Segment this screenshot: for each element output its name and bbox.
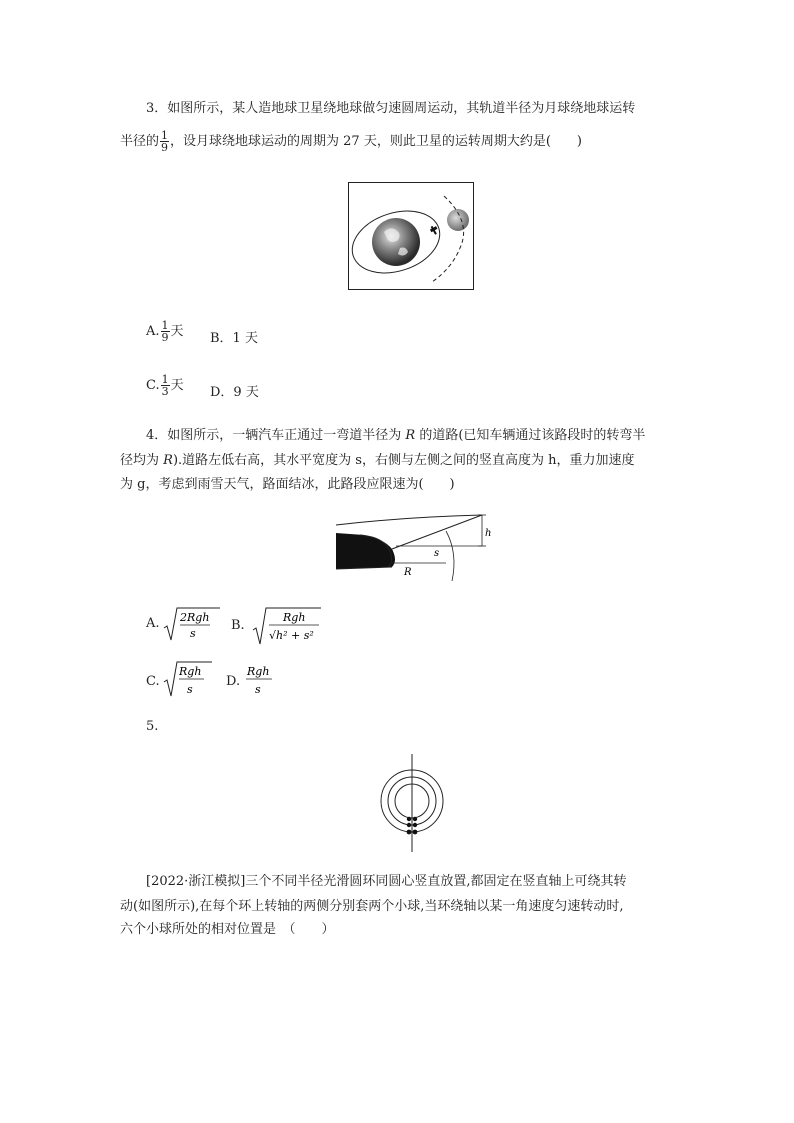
q4-option-c-sqrt bbox=[162, 660, 218, 700]
q4-option-b-num: Rgh bbox=[283, 611, 306, 624]
q3-option-c-den: 3 bbox=[161, 385, 169, 398]
q4-option-a-label: A. bbox=[146, 616, 160, 631]
road-slope-line bbox=[392, 515, 482, 549]
q3-option-a-den: 9 bbox=[161, 331, 169, 344]
q4-option-b-den: √h² + s² bbox=[269, 629, 314, 642]
q3-option-c-unit: 天 bbox=[170, 378, 184, 393]
q5-rings-figure bbox=[372, 752, 452, 854]
q4-option-c-label: C. bbox=[146, 674, 160, 689]
ball-inner-right bbox=[413, 817, 417, 821]
q3-frac-num: 1 bbox=[161, 129, 169, 142]
label-h: h bbox=[485, 528, 492, 539]
q3-option-b: B．1 天 bbox=[210, 331, 258, 346]
q4-line1-post: 的道路(已知车辆通过该路段时的转弯半 bbox=[415, 428, 646, 443]
q3-option-c-frac bbox=[161, 374, 170, 397]
q4-option-c-num: Rgh bbox=[179, 665, 202, 678]
road-inner-bank bbox=[336, 533, 395, 569]
q3-option-d: D．9 天 bbox=[210, 385, 259, 400]
q3-fraction bbox=[160, 130, 169, 153]
label-s: s bbox=[434, 548, 440, 559]
q4-text-line2 bbox=[120, 451, 634, 471]
radius-arc bbox=[446, 531, 454, 581]
q3-option-a bbox=[146, 320, 184, 343]
q5-text-line2: 动(如图所示),在每个环上转轴的两侧分别套两个小球,当环绕轴以某一角速度匀速转动时, bbox=[120, 899, 624, 914]
q3-option-a-label: A. bbox=[146, 324, 160, 339]
q4-option-a-sqrt bbox=[162, 606, 222, 644]
q3-orbit-figure bbox=[348, 182, 474, 290]
q4-option-d-frac bbox=[244, 660, 280, 700]
q4-option-b-sqrt bbox=[251, 606, 323, 646]
ball-inner-left bbox=[407, 817, 411, 821]
q4-road-figure bbox=[334, 503, 492, 583]
ball-outer-right bbox=[413, 830, 418, 835]
q3-option-a-frac bbox=[161, 320, 170, 343]
q4-text-line3: 为 g，考虑到雨雪天气，路面结冰，此路段应限速为( ) bbox=[120, 477, 455, 492]
q4-option-c-den: s bbox=[187, 683, 193, 696]
q4-line2-post: ).道路左低右高，其水平宽度为 s，右侧与左侧之间的竖直高度为 h，重力加速度 bbox=[172, 453, 635, 468]
q3-option-c-label: C. bbox=[146, 378, 160, 393]
q3-option-a-num: 1 bbox=[161, 319, 169, 332]
q4-r-symbol-1: R bbox=[405, 428, 416, 443]
q3-frac-den: 9 bbox=[161, 141, 169, 154]
q3-text-line1: 3．如图所示，某人造地球卫星绕地球做匀速圆周运动，其轨道半径为月球绕地球运转 bbox=[146, 101, 636, 116]
q4-option-d-den: s bbox=[255, 683, 261, 696]
q3-line2-post: ，设月球绕地球运动的周期为 27 天，则此卫星的运转周期大约是( ) bbox=[170, 134, 582, 149]
ball-outer-left bbox=[407, 830, 412, 835]
ball-middle-left bbox=[407, 823, 411, 827]
q4-option-d-label: D. bbox=[226, 674, 241, 689]
q4-option-a-num: 2Rgh bbox=[180, 611, 210, 624]
q3-option-a-unit: 天 bbox=[170, 324, 184, 339]
q3-option-c-num: 1 bbox=[161, 373, 169, 386]
q4-option-d-num: Rgh bbox=[247, 665, 270, 678]
earth-icon bbox=[372, 218, 420, 266]
q3-option-c bbox=[146, 374, 184, 397]
q5-number: 5. bbox=[146, 719, 159, 734]
q4-text-line1 bbox=[146, 426, 645, 446]
q4-option-b-label: B. bbox=[231, 618, 245, 633]
q4-option-a-den: s bbox=[190, 627, 196, 640]
q4-line2-pre: 径均为 bbox=[120, 453, 164, 468]
ball-middle-right bbox=[413, 823, 417, 827]
q4-line1-pre: 4．如图所示，一辆汽车正通过一弯道半径为 bbox=[146, 428, 406, 443]
q5-text-line1: [2022·浙江模拟]三个不同半径光滑圆环同圆心竖直放置,都固定在竖直轴上可绕其转 bbox=[146, 874, 627, 889]
q3-text-line2 bbox=[120, 128, 582, 156]
q3-line2-pre: 半径的 bbox=[120, 134, 160, 149]
q5-text-line3: 六个小球所处的相对位置是 （ ） bbox=[120, 922, 335, 937]
q4-r-symbol-2: R bbox=[163, 453, 173, 468]
label-r: R bbox=[404, 567, 412, 578]
